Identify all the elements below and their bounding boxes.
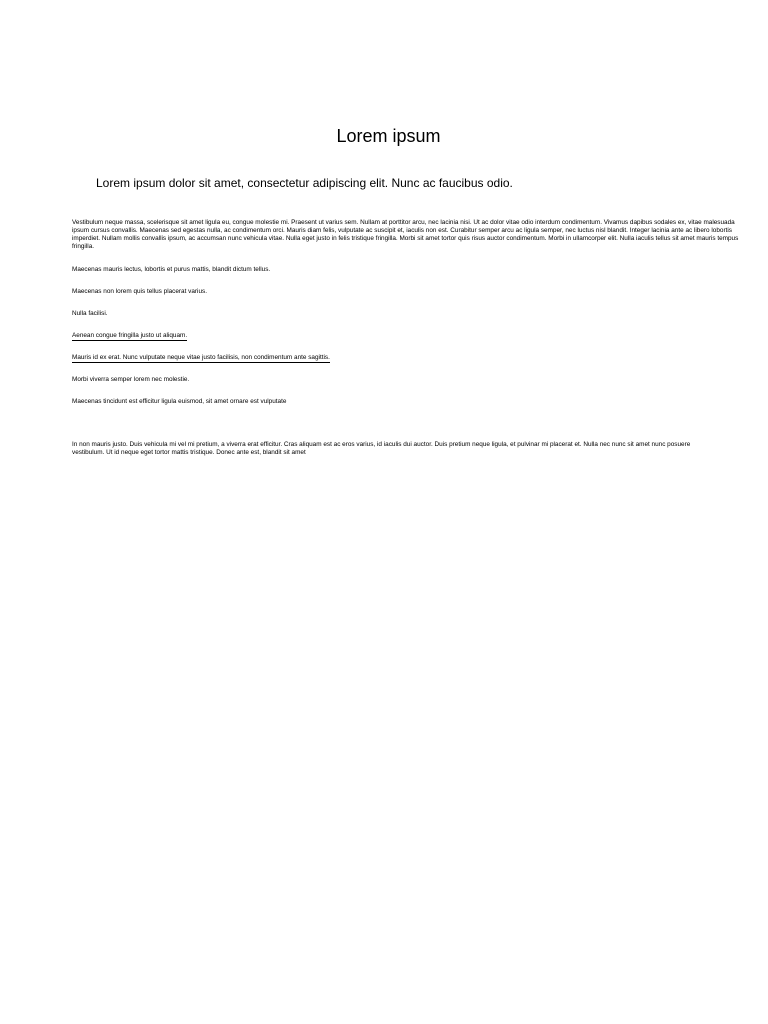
body-paragraph-2: In non mauris justo. Duis vehicula mi vel mi pretium, a viverra erat efficitur. Cras aliquam est ac eros varius, id iaculis dui auctor. Duis pretium neque ligula, et pulvinar mi placerat et. Nulla nec nunc sit amet nunc posuere vestibulum. Ut id neque eget tortor mattis tristique. Donec ante est, blandit sit amet xyxy=(72,441,691,456)
underlined-text-4: Aenean congue fringilla justo ut aliquam. xyxy=(72,332,188,339)
text-line-7: Maecenas tincidunt est efficitur ligula euismod, sit amet ornare est vulputate xyxy=(72,398,287,405)
text-line-4-underlined xyxy=(72,332,187,340)
body-paragraph-1: Vestibulum neque massa, scelerisque sit amet ligula eu, congue molestie mi. Praesent ut varius sem. Nullam at porttitor arcu, nec lacinia nisi. Ut ac dolor vitae odio interdum condimentum. Vivamus dapibus sodales ex, vitae malesuada ipsum cursus convallis. Maecenas sed egestas nulla, ac condimentum orci. Mauris diam felis, vulputate ac suscipit et, iaculis non est. Curabitur semper arcu ac ligula semper, nec luctus nisl blandit. Integer lacinia ante ac libero lobortis imperdiet. Nullam mollis convallis ipsum, ac accumsan nunc vehicula vitae. Nulla eget justo in felis tristique fringilla. Morbi sit amet tortor quis risus auctor condimentum. Morbi in ullamcorper elit. Nulla iaculis tellus sit amet mauris tempus fringilla. xyxy=(72,219,739,250)
document-subtitle: Lorem ipsum dolor sit amet, consectetur adipiscing elit. Nunc ac faucibus odio. xyxy=(96,176,513,190)
text-line-5-underlined xyxy=(72,354,330,362)
text-line-1: Maecenas mauris lectus, lobortis et purus mattis, blandit dictum tellus. xyxy=(72,266,271,273)
page-title: Lorem ipsum xyxy=(336,126,441,146)
text-line-6: Morbi viverra semper lorem nec molestie. xyxy=(72,376,190,383)
text-line-2: Maecenas non lorem quis tellus placerat varius. xyxy=(72,288,207,295)
underlined-text-5: Mauris id ex erat. Nunc vulputate neque vitae justo facilisis, non condimentum ante sagittis. xyxy=(72,354,330,361)
text-line-3: Nulla facilisi. xyxy=(72,310,108,317)
